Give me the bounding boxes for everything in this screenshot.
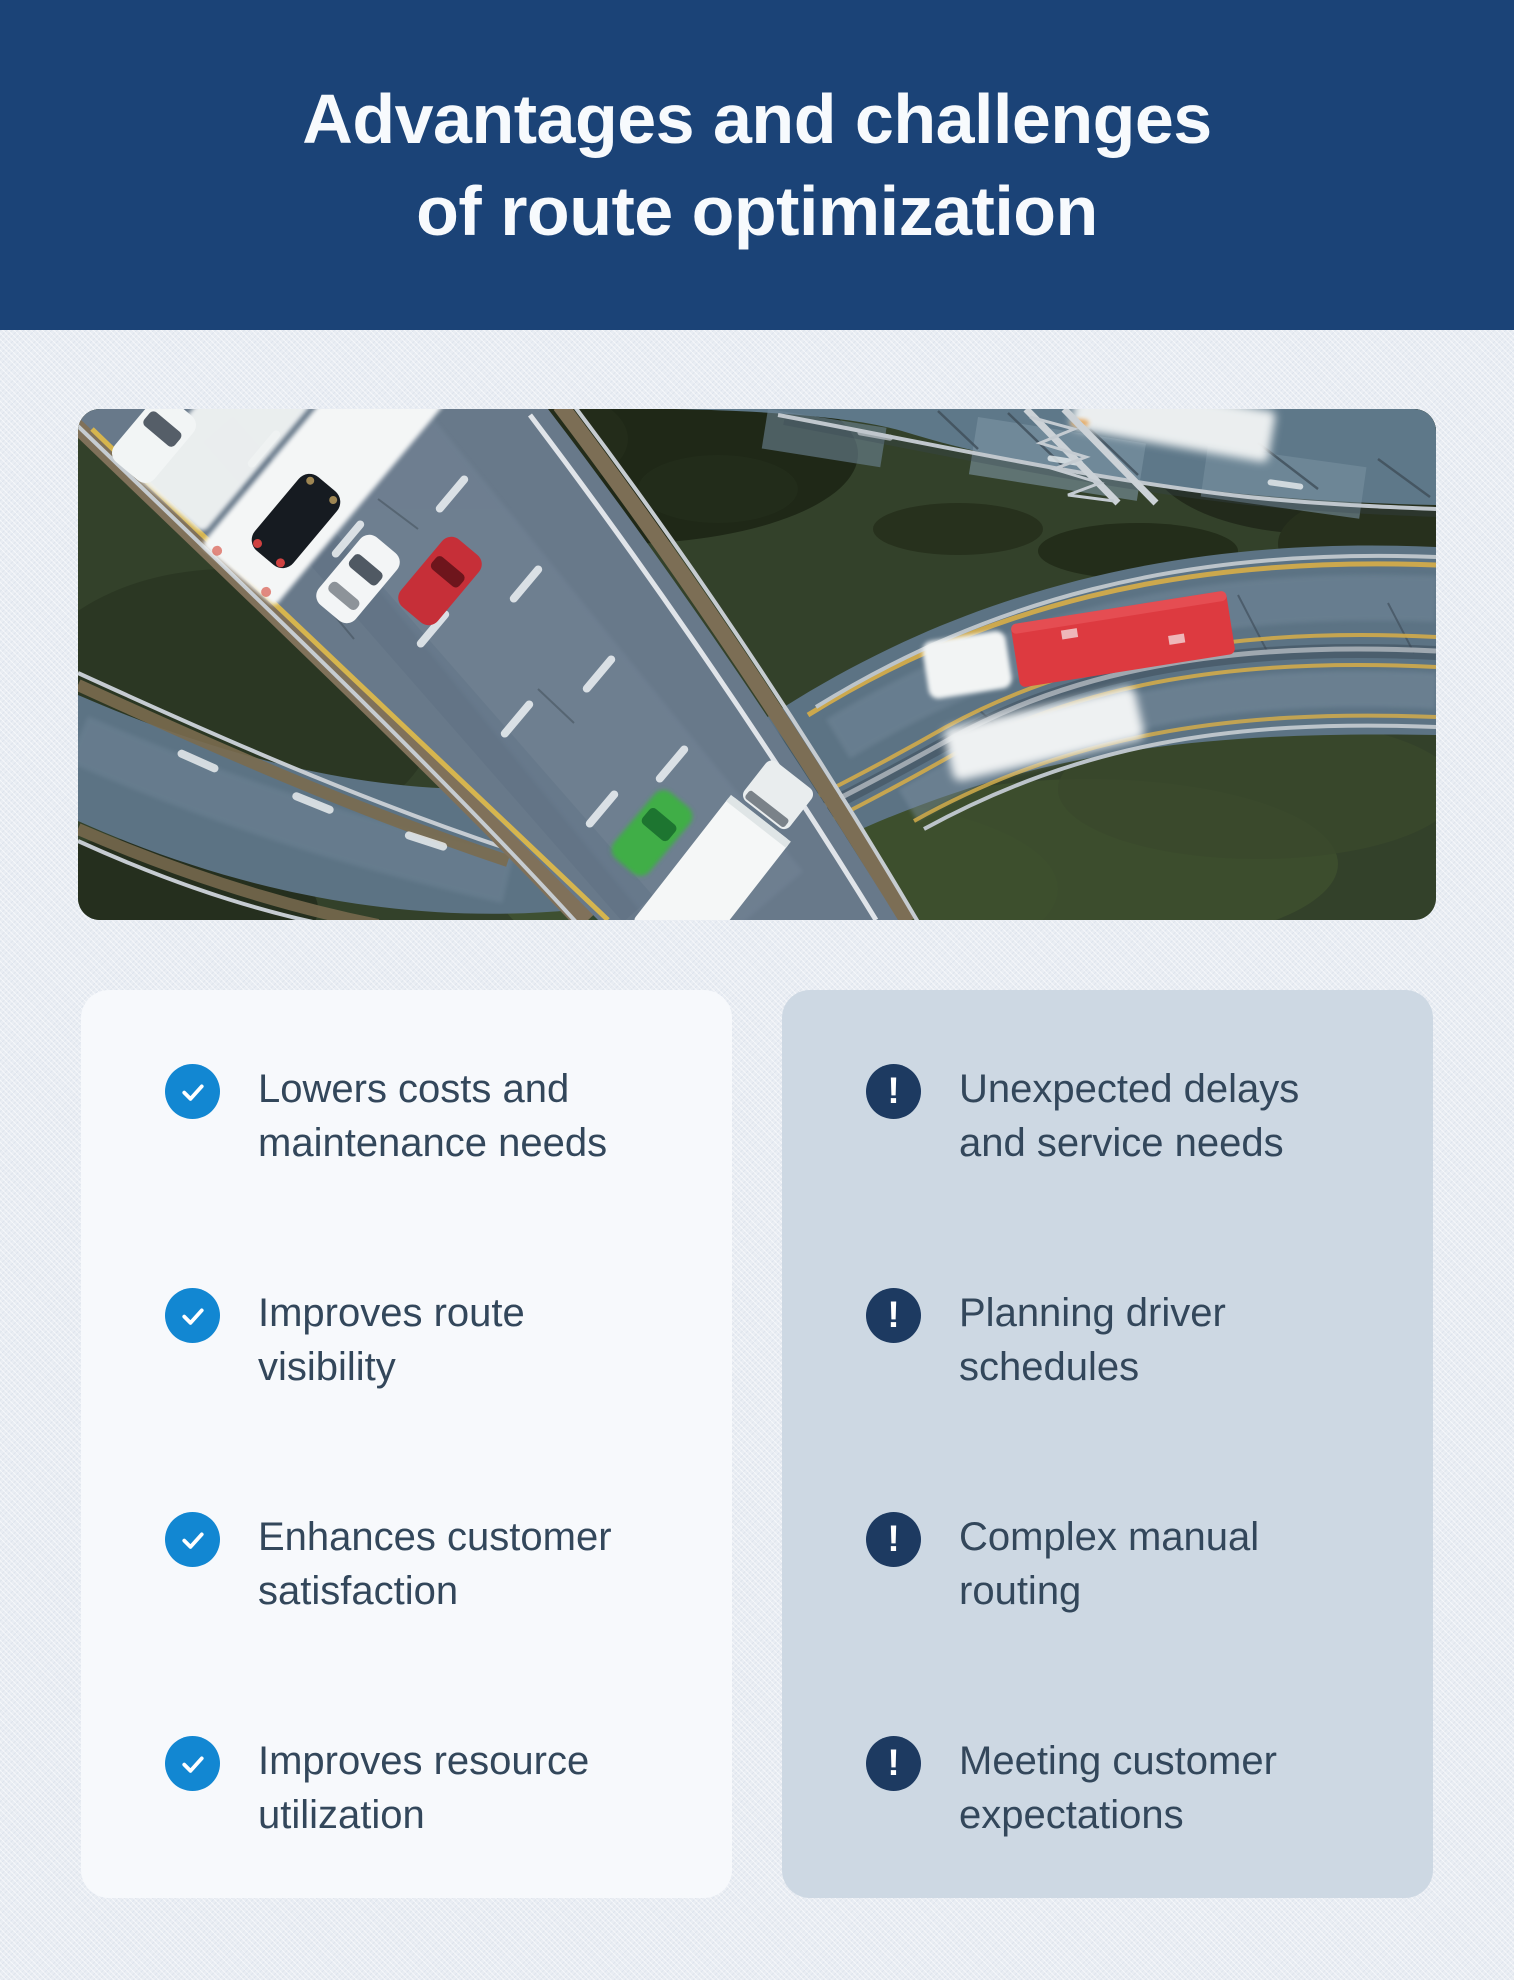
exclamation-glyph: ! [887,1070,900,1111]
list-item [782,1676,1433,1898]
exclamation-icon [866,1064,921,1119]
check-icon [165,1512,220,1567]
advantages-card [81,990,732,1898]
title-line-1: Advantages and challenges [302,80,1212,158]
advantage-text: Improves resource utilization [258,1739,590,1837]
check-icon [165,1064,220,1119]
title-line-2: of route optimization [416,172,1098,250]
highway-aerial-photo [78,409,1436,920]
list-item [81,1452,732,1676]
challenge-text: Meeting customer expectations [959,1739,1277,1837]
list-item [782,1452,1433,1676]
list-item [782,1228,1433,1452]
advantage-text: Improves route visibility [258,1291,525,1389]
advantage-text: Lowers costs and maintenance needs [258,1067,608,1165]
highway-illustration [78,409,1436,920]
list-item [81,1228,732,1452]
list-item [782,990,1433,1228]
advantage-text: Enhances customer satisfaction [258,1515,612,1613]
challenge-text: Unexpected delays and service needs [959,1067,1300,1165]
comparison-cards [0,990,1514,1898]
check-icon [165,1288,220,1343]
challenge-text: Complex manual routing [959,1515,1260,1613]
exclamation-icon [866,1288,921,1343]
check-icon [165,1736,220,1791]
header [0,0,1514,330]
exclamation-glyph: ! [887,1294,900,1335]
list-item [81,990,732,1228]
challenges-card [782,990,1433,1898]
page-title [302,73,1211,257]
exclamation-icon [866,1512,921,1567]
exclamation-glyph: ! [887,1518,900,1559]
exclamation-icon [866,1736,921,1791]
challenge-text: Planning driver schedules [959,1291,1226,1389]
list-item [81,1676,732,1898]
exclamation-glyph: ! [887,1742,900,1783]
